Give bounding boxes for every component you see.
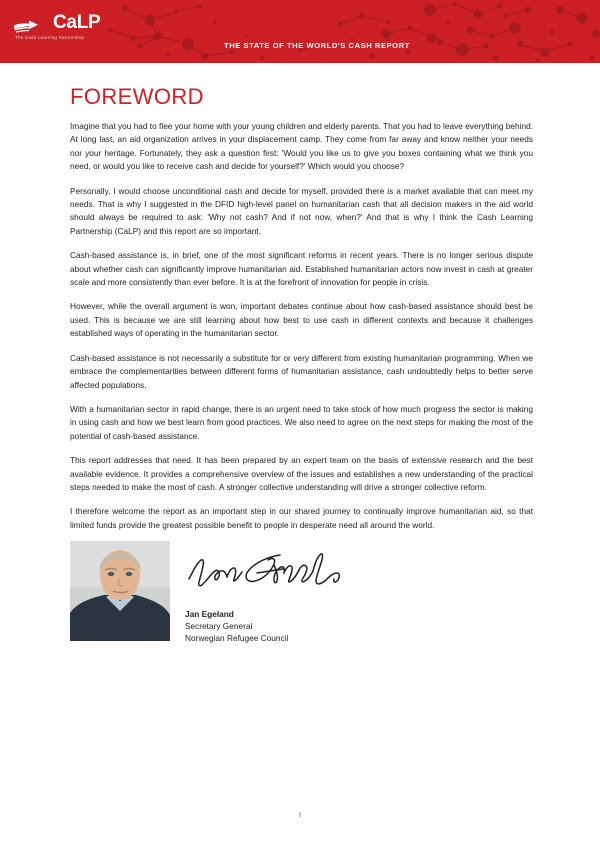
page-number: I xyxy=(298,810,302,819)
paragraph: However, while the overall argument is won, important debates continue about how cash-based assistance should best be used. This is because we are still learning about how best to use cash in different contexts and because it challenges established ways of operating in the humanitarian sector. xyxy=(70,301,533,339)
paragraph: Personally, I would choose unconditional cash and decide for myself, provided there is a market available that can meet my needs. That is why I suggested in the DFID high-level panel on humanitarian cash that all decision makers in the aid world should always be required to ask: 'Why not cash? And if not now, when?' And that is why I think the Cash Learning Partnership (CaLP) and this report are so important. xyxy=(70,185,533,236)
paragraph: With a humanitarian sector in rapid change, there is an urgent need to take stock of how much progress the sector is making in using cash and how we best learn from good practices. We also need to agree on the next steps for making the most of the potential of cash-based assistance. xyxy=(70,403,533,441)
signer-organization: Norwegian Refugee Council xyxy=(185,633,289,643)
foreword-body xyxy=(70,120,533,543)
paragraph: Cash-based assistance is not necessarily a substitute for or very different from existing humanitarian programming. When we embrace the complementarities between different forms of humanitarian assistance, cash undoubtedly helps to better serve affected populations. xyxy=(70,352,533,390)
calp-wordmark: CaLP xyxy=(53,12,101,33)
paragraph: I therefore welcome the report as an important step in our shared journey to continually improve humanitarian aid, so that limited funds provide the greatest possible benefit to people in desperate need all around the world. xyxy=(70,506,533,530)
signature-block xyxy=(70,541,533,646)
paragraph: Imagine that you had to flee your home with your young children and elderly parents. That you had to leave everything behind. At long last, an aid organization arrives in your displacement camp. They come from far away and know neither your needs nor your heritage. Fortunately, they ask a question first: 'Would you like us to give you boxes containing what we think you need, or would you like to receive cash and decide for yourself?' Which would you choose? xyxy=(70,121,533,172)
paragraph: This report addresses that need. It has been prepared by an expert team on the basis of extensive research and the best available evidence. It provides a comprehensive overview of the issues and establishes a new understanding of the practical steps needed to make the most of cash. A stronger collective understanding will drive a stronger collective reform. xyxy=(70,455,533,492)
handwritten-signature xyxy=(185,549,355,594)
portrait-photo xyxy=(70,541,170,641)
calp-tagline: The Cash Learning Partnership xyxy=(15,35,85,40)
signer-role: Secretary General xyxy=(185,621,253,631)
calp-logo xyxy=(12,14,112,46)
calp-hand-arrow-icon xyxy=(12,14,50,34)
signer-name: Jan Egeland xyxy=(185,609,234,619)
page-header-banner xyxy=(0,0,600,63)
paragraph: Cash-based assistance is, in brief, one of the most significant reforms in recent years. There is no longer serious dispute about whether cash can significantly improve humanitarian aid. Established humanitarian actors now invest in cash at greater scale and more consistently than ever before. It is at the forefront of innovation for people in crisis. xyxy=(70,250,533,288)
report-title: THE STATE OF THE WORLD'S CASH REPORT xyxy=(224,41,410,50)
page-title: FOREWORD xyxy=(70,84,204,109)
